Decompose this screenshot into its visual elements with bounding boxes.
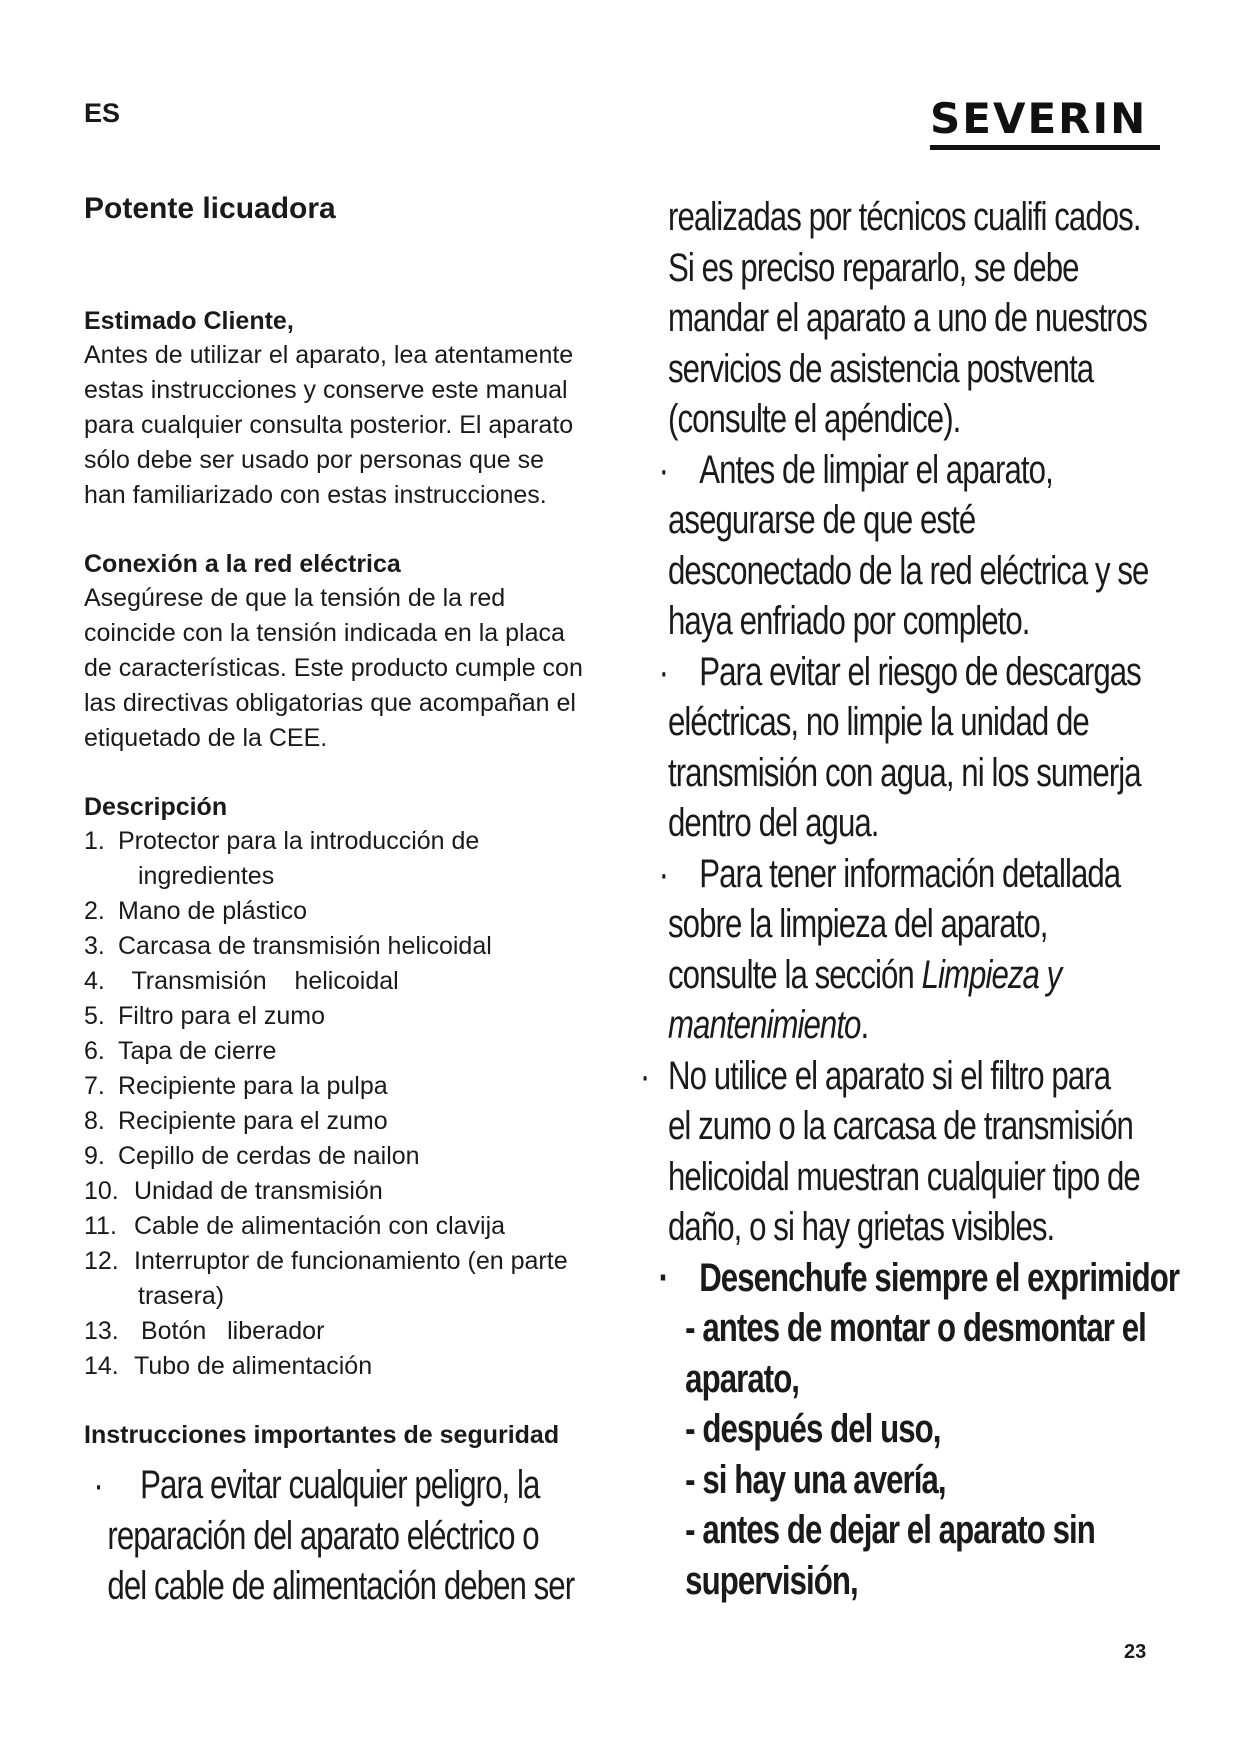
list-item: 10. Unidad de transmisión	[84, 1177, 383, 1205]
page-title: Potente licuadora	[84, 192, 336, 225]
bullet-cleaning-info: · Para tener información detallada sobre la limpieza del aparato, consulte la sección Limpieza y mantenimiento.	[658, 851, 1121, 1047]
right-column	[639, 192, 1208, 1606]
list-item-continuation: ingredientes	[138, 862, 275, 890]
safety-bullet: · Para evitar cualquier peligro, la reparación del aparato eléctrico o del cable de alimentación deben ser	[93, 1463, 575, 1608]
brand-logo	[930, 94, 1160, 150]
description-section	[84, 790, 624, 1384]
list-item: 11. Cable de alimentación con clavija	[84, 1212, 506, 1240]
bullet-electric-shock: · Para evitar el riesgo de descargas eléctricas, no limpie la unidad de transmisión con agua, ni los sumerja dentro del agua.	[658, 649, 1141, 845]
intro-line: estas instrucciones y conserve este manual	[84, 376, 568, 404]
bullet-unplug: · Desenchufe siempre el exprimidor - antes de montar o desmontar el aparato, - después del uso, - si hay una avería, - antes de dejar el aparato sin supervisión,	[658, 1255, 1180, 1603]
intro-heading: Estimado Cliente,	[84, 307, 294, 335]
list-item: 3. Carcasa de transmisión helicoidal	[84, 932, 492, 960]
parts-list	[84, 824, 624, 1384]
list-item: 6. Tapa de cierre	[84, 1037, 277, 1065]
list-item: 4. Transmisión helicoidal	[84, 967, 399, 995]
intro-line: han familiarizado con estas instrucciones.	[84, 481, 547, 509]
list-item: 9. Cepillo de cerdas de nailon	[84, 1142, 420, 1170]
list-item: 12. Interruptor de funcionamiento (en parte	[84, 1247, 568, 1275]
power-line: de características. Este producto cumple con	[84, 654, 583, 682]
power-line: coincide con la tensión indicada en la placa	[84, 619, 565, 647]
safety-heading: Instrucciones importantes de seguridad	[84, 1421, 560, 1449]
intro-line: Antes de utilizar el aparato, lea atentamente	[84, 341, 574, 369]
list-item: 1. Protector para la introducción de	[84, 827, 480, 855]
list-item: 2. Mano de plástico	[84, 897, 308, 925]
logo-underline	[930, 145, 1160, 150]
power-heading: Conexión a la red eléctrica	[84, 550, 401, 578]
list-item: 7. Recipiente para la pulpa	[84, 1072, 388, 1100]
brand-name: SEVERIN	[930, 94, 1148, 143]
intro-line: sólo debe ser usado por personas que se	[84, 446, 545, 474]
list-item: 13. Botón liberador	[84, 1317, 325, 1345]
list-item: 14. Tubo de alimentación	[84, 1352, 373, 1380]
safety-section	[84, 1418, 624, 1612]
bullet-cleaning: · Antes de limpiar el aparato, asegurarse de que esté desconectado de la red eléctrica y se haya enfriado por completo.	[658, 447, 1149, 643]
description-heading: Descripción	[84, 793, 228, 821]
power-section	[84, 547, 624, 756]
safety-continuation: realizadas por técnicos cualifi cados. Si es preciso repararlo, se debe mandar el aparato a uno de nuestros servicios de asistencia postventa (consulte el apéndice). · Antes de limpiar el aparato, asegurarse de que esté desconectado de la red eléctrica y se haya enfriado por completo. · Para evitar el riesgo de descargas eléctricas, no limpie la unidad de transmisión con agua, ni los sumerja dentro del agua. · Para tener información detallada sobre la limpieza del aparato, consulte la sección Limpieza y mantenimiento. · No utilice el aparato si el filtro para el zumo o la carcasa de transmisión helicoidal muestran cualquier tipo de daño, o si hay grietas visibles. · Desenchufe siempre el exprimidor - antes de montar o desmontar el aparato, - después del uso, - si hay una avería, - antes de dejar el aparato sin supervisión,	[668, 192, 1214, 1606]
page-number: 23	[1124, 1641, 1147, 1663]
left-column	[84, 192, 624, 1612]
intro-line: para cualquier consulta posterior. El aparato	[84, 411, 574, 439]
power-line: Asegúrese de que la tensión de la red	[84, 584, 506, 612]
power-line: etiquetado de la CEE.	[84, 724, 328, 752]
language-code: ES	[84, 98, 121, 128]
list-item: 8. Recipiente para el zumo	[84, 1107, 388, 1135]
bullet-damage: · No utilice el aparato si el filtro para el zumo o la carcasa de transmisión helicoidal muestran cualquier tipo de daño, o si hay grietas visibles.	[639, 1053, 1140, 1249]
intro-section	[84, 304, 624, 513]
list-item: 5. Filtro para el zumo	[84, 1002, 326, 1030]
power-line: las directivas obligatorias que acompañan el	[84, 689, 576, 717]
list-item-continuation: trasera)	[138, 1282, 225, 1310]
